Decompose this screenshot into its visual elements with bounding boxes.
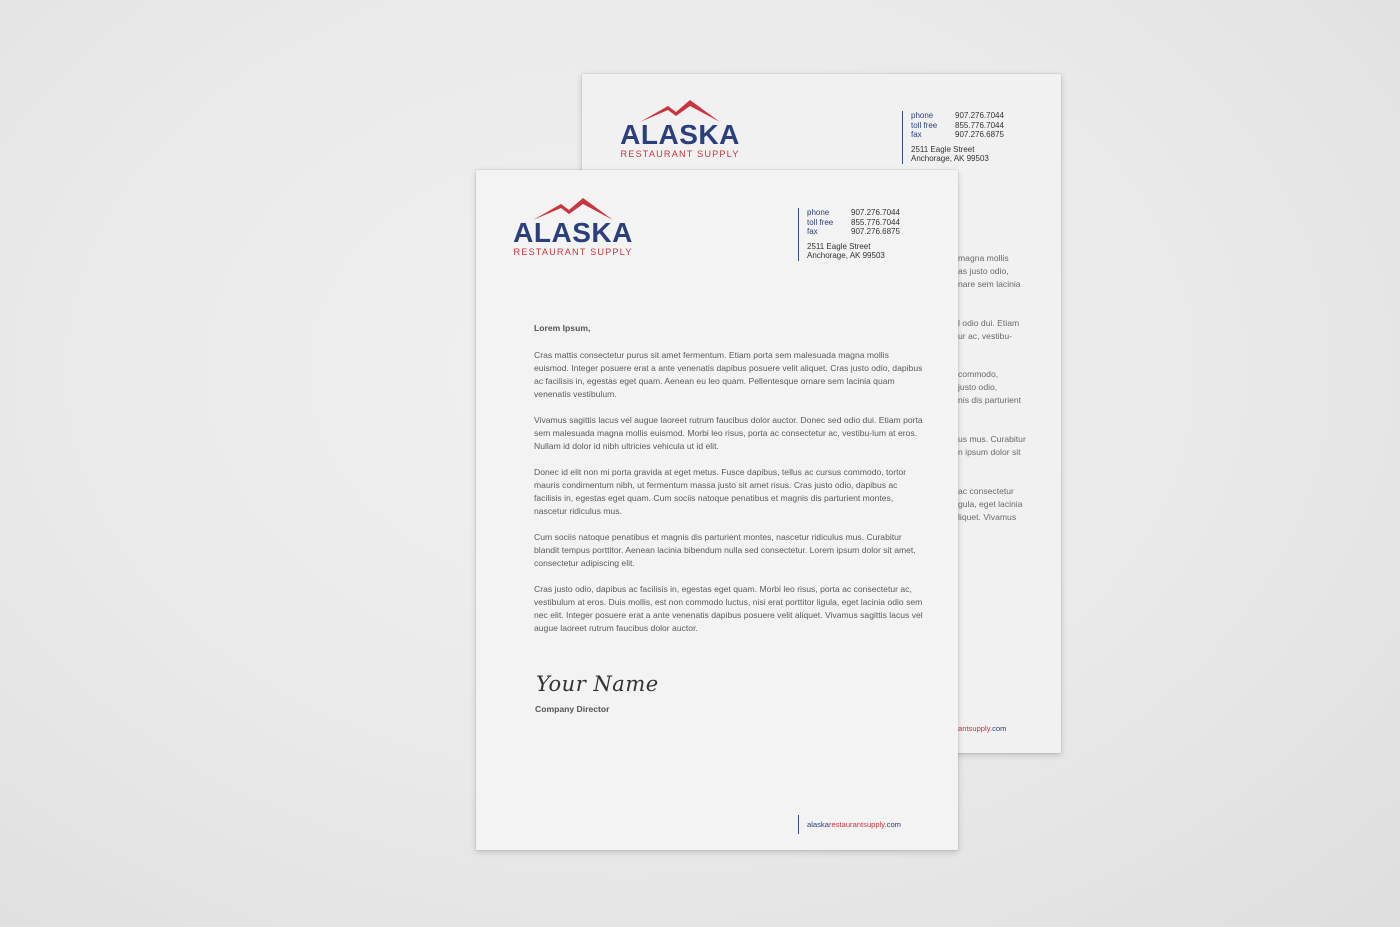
logo-wordmark: ALASKA	[620, 119, 740, 150]
letter-paragraph: Vivamus sagittis lacus vel augue laoreet rutrum faucibus dolor auctor. Donec sed odio dui. Etiam porta sem malesuada magna mollis euismod. Morbi leo risus, porta ac consectetur ac, vestibu-lum at eros. Nullam id dolor id nibh ultricies vehicula ut id elit.	[534, 415, 923, 451]
back-logo	[617, 100, 743, 166]
back-contact-block	[902, 111, 1029, 164]
back-text-fragment: us mus. Curabitur n ipsum dolor sit	[958, 434, 1026, 457]
fax-value: 907.276.6875	[851, 227, 900, 236]
phone-value: 907.276.7044	[851, 208, 900, 217]
phone-value: 907.276.7044	[955, 111, 1004, 120]
fax-value: 907.276.6875	[955, 130, 1004, 139]
front-logo	[510, 198, 636, 264]
address-line-2: Anchorage, AK 99503	[807, 251, 885, 260]
back-text-fragment: ac consectetur gula, eget lacinia liquet. Vivamus	[958, 486, 1023, 522]
website-part-1: alaska	[807, 820, 829, 829]
logo-subline: RESTAURANT SUPPLY	[620, 149, 740, 159]
website-part-3: .com	[884, 820, 901, 829]
letter-paragraph: Cras mattis consectetur purus sit amet fermentum. Etiam porta sem malesuada magna mollis euismod. Integer posuere erat a ante venenatis dapibus posuere velit aliquet. Cras justo odio, dapibus ac facilisis in, egestas eget quam. Aenean eu leo quam. Pellentesque ornare sem lacinia quam venenatis vestibulum.	[534, 350, 923, 399]
back-text-fragment: commodo, justo odio, nis dis parturient	[958, 369, 1022, 405]
address-line-2: Anchorage, AK 99503	[911, 154, 989, 163]
phone-label: phone	[911, 111, 934, 120]
letter-paragraph: Cras justo odio, dapibus ac facilisis in, egestas eget quam. Morbi leo risus, porta ac consectetur ac, vestibulum at eros. Duis mollis, est non commodo luctus, nisi erat porttitor ligula, eget lacinia odio sem nec elit. Integer posuere erat a ante venenatis dapibus posuere velit aliquet. Vivamus sagittis lacus vel augue laoreet rutrum faucibus dolor auctor.	[534, 584, 923, 633]
logo-subline: RESTAURANT SUPPLY	[513, 247, 633, 257]
tollfree-label: toll free	[911, 120, 938, 130]
letter-greeting: Lorem Ipsum,	[534, 323, 591, 333]
fax-label: fax	[911, 130, 922, 139]
letter-paragraph: Cum sociis natoque penatibus et magnis dis parturient montes, nascetur ridiculus mus. Curabitur blandit tempus porttitor. Aenean lacinia bibendum nulla sed consectetur. Lorem ipsum dolor sit amet, consectetur adipiscing elit.	[534, 532, 916, 568]
back-text-fragment: magna mollis as justo odio, nare sem lacinia	[958, 253, 1021, 289]
signature: Your Name	[536, 672, 659, 696]
letter-paragraph: Donec id elit non mi porta gravida at eget metus. Fusce dapibus, tellus ac cursus commodo, tortor mauris condimentum nibh, ut fermentum massa justo sit amet risus. Cras justo odio, dapibus ac facilisis in, egestas eget quam. Cum sociis natoque penatibus et magnis dis parturient montes, nascetur ridiculus mus.	[534, 467, 907, 516]
letter-body	[534, 322, 926, 648]
website-part-2: restaurantsupply	[828, 820, 885, 829]
phone-label: phone	[807, 208, 830, 217]
back-website: antsupply.com	[958, 724, 1007, 733]
address-line-1: 2511 Eagle Street	[807, 241, 871, 251]
tollfree-label: toll free	[807, 217, 834, 227]
signer-title: Company Director	[535, 704, 610, 714]
fax-label: fax	[807, 227, 818, 236]
contact-block	[798, 208, 925, 261]
tollfree-value: 855.776.7044	[851, 217, 900, 227]
tollfree-value: 855.776.7044	[955, 120, 1004, 130]
logo-wordmark: ALASKA	[513, 217, 633, 248]
front-letterhead-sheet	[476, 170, 958, 850]
address-line-1: 2511 Eagle Street	[911, 144, 975, 154]
back-text-fragment: l odio dui. Etiam ur ac, vestibu-	[958, 318, 1020, 341]
website-url	[798, 815, 901, 834]
